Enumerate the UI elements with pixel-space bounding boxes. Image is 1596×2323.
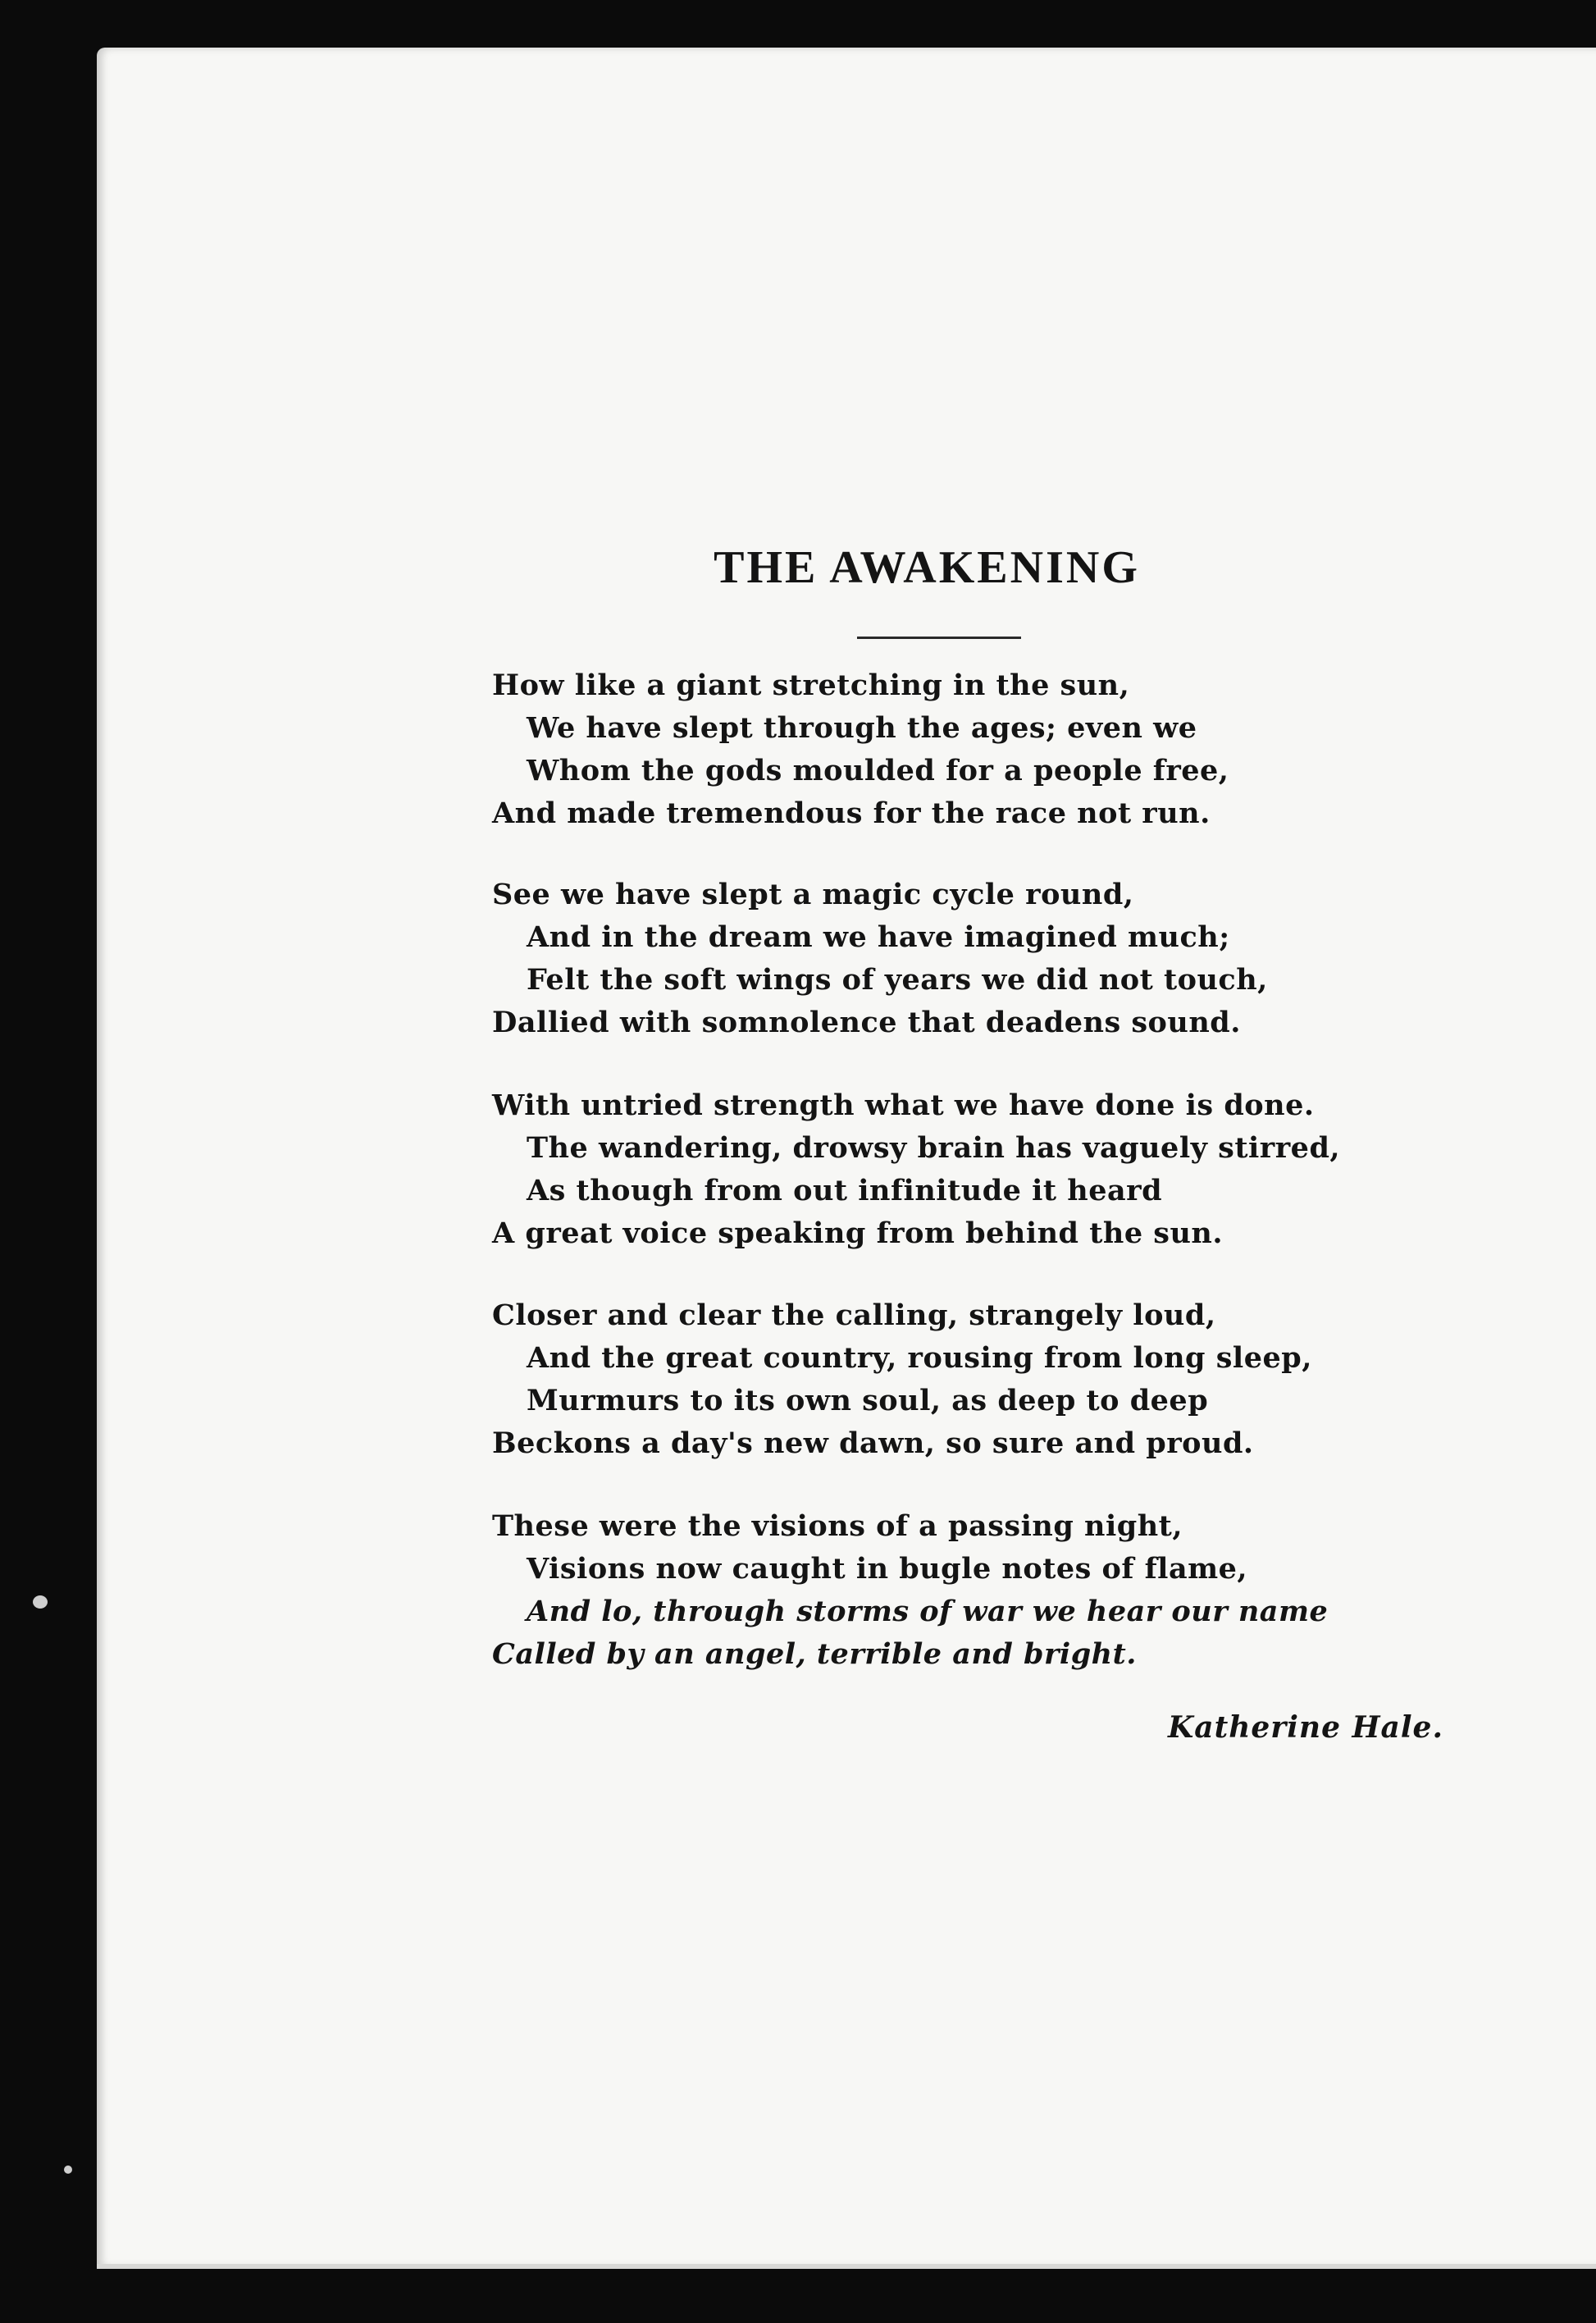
stanza-1 [492,664,1229,835]
poem-line: And the great country, rousing from long sleep, [527,1341,1312,1375]
poem-line: And in the dream we have imagined much; [527,920,1230,954]
poem-line: With untried strength what we have done is done. [492,1088,1315,1122]
title-rule [857,637,1021,639]
poem-line: And lo, through storms of war we hear our name [527,1595,1329,1628]
poem-line: Felt the soft wings of years we did not touch, [527,963,1268,997]
dust-speck [33,1595,48,1609]
poem-title: THE AWAKENING [714,542,1140,593]
poem-line: Murmurs to its own soul, as deep to deep [527,1384,1209,1417]
poem-line: Beckons a day's new dawn, so sure and proud. [492,1426,1254,1460]
poem-line: Called by an angel, terrible and bright. [492,1637,1137,1671]
author-signature: Katherine Hale. [1167,1710,1443,1745]
poem-line: How like a giant stretching in the sun, [492,669,1130,702]
poem-line: See we have slept a magic cycle round, [492,878,1134,911]
poem-line: Closer and clear the calling, strangely loud, [492,1298,1216,1332]
poem-line: We have slept through the ages; even we [527,711,1197,745]
stanza-3 [492,1084,1340,1255]
poem-line: Whom the gods moulded for a people free, [527,754,1229,787]
poem-line: And made tremendous for the race not run. [492,796,1211,830]
poem-line: As though from out infinitude it heard [527,1174,1163,1207]
poem-line: A great voice speaking from behind the sun. [492,1216,1224,1250]
dust-speck [64,2166,72,2174]
poem-line: Dallied with somnolence that deadens sound. [492,1006,1241,1039]
poem-line: Visions now caught in bugle notes of flame, [527,1552,1248,1586]
stanza-2 [492,874,1268,1044]
stanza-4 [492,1294,1312,1465]
stanza-5 [492,1505,1328,1676]
page-bottom-edge [97,2264,1596,2269]
poem-line: These were the visions of a passing night, [492,1509,1183,1543]
poem-line: The wandering, drowsy brain has vaguely stirred, [527,1131,1341,1165]
